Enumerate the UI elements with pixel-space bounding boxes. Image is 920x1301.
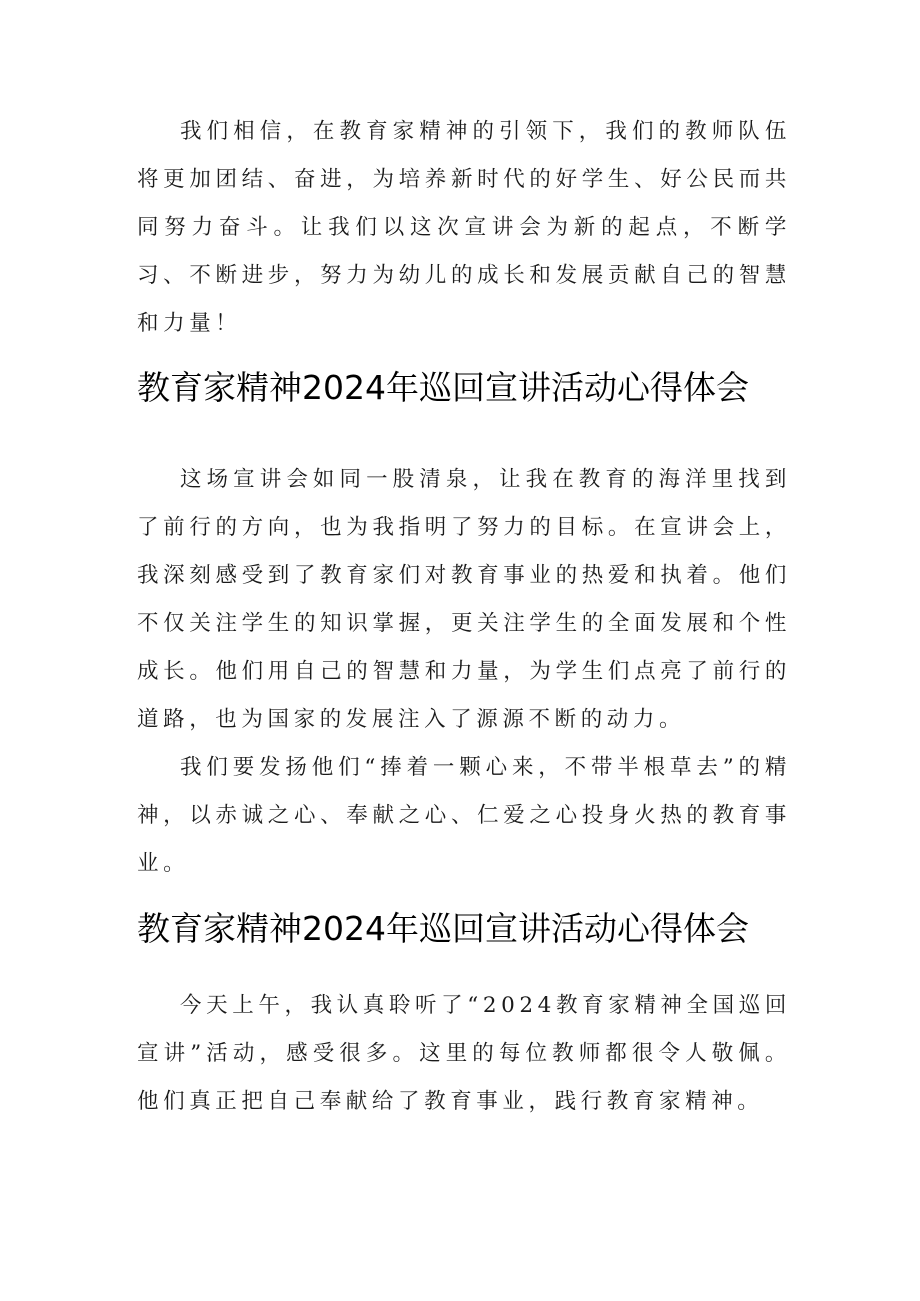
- section-1-body: [137, 108, 791, 348]
- section-heading: 教育家精神2024年巡回宣讲活动心得体会: [137, 368, 749, 407]
- paragraph: 今天上午，我认真聆听了“2024教育家精神全国巡回宣讲”活动，感受很多。这里的每位教师都很令人敬佩。他们真正把自己奉献给了教育事业，践行教育家精神。: [137, 993, 791, 1114]
- paragraph: 这场宣讲会如同一股清泉，让我在教育的海洋里找到了前行的方向，也为我指明了努力的目标。在宣讲会上，我深刻感受到了教育家们对教育事业的热爱和执着。他们不仅关注学生的知识掌握，更关注学生的全面发展和个性成长。他们用自己的智慧和力量，为学生们点亮了前行的道路，也为国家的发展注入了源源不断的动力。: [137, 467, 791, 732]
- section-heading: 教育家精神2024年巡回宣讲活动心得体会: [137, 909, 749, 948]
- paragraph: 我们相信，在教育家精神的引领下，我们的教师队伍将更加团结、奋进，为培养新时代的好学生、好公民而共同努力奋斗。让我们以这次宣讲会为新的起点，不断学习、不断进步，努力为幼儿的成长和发展贡献自己的智慧和力量！: [137, 119, 791, 336]
- section-2-body: [137, 456, 791, 888]
- section-3-body: [137, 982, 791, 1126]
- paragraph: 我们要发扬他们“捧着一颗心来，不带半根草去”的精神，以赤诚之心、奉献之心、仁爱之心投身火热的教育事业。: [137, 755, 791, 876]
